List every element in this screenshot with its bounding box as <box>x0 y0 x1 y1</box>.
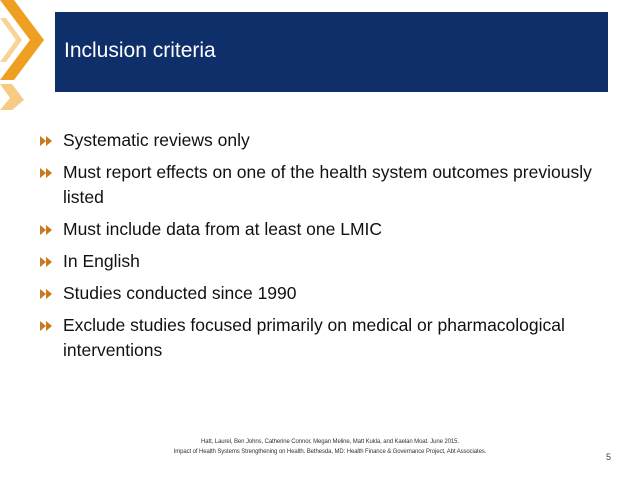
bullet-text: Must report effects on one of the health system outcomes previously listed <box>63 162 592 207</box>
double-arrow-bullet-icon <box>40 289 54 299</box>
bullet-text: Must include data from at least one LMIC <box>63 219 383 239</box>
double-arrow-bullet-icon <box>40 257 54 267</box>
double-arrow-bullet-icon <box>40 168 54 178</box>
citation-line-1: Hatt, Laurel, Ben Johns, Catherine Connor, Megan Meline, Matt Kukla, and Kaelan Moat. June 2015. <box>201 439 459 445</box>
double-arrow-bullet-icon <box>40 136 54 146</box>
bullet-item <box>40 217 600 242</box>
bullet-text: Studies conducted since 1990 <box>63 283 297 303</box>
bullet-item <box>40 160 600 210</box>
bullet-item <box>40 249 600 274</box>
double-arrow-bullet-icon <box>40 321 54 331</box>
bullet-text: In English <box>63 251 140 271</box>
page-number: 5 <box>606 452 612 462</box>
bullet-list <box>40 128 600 370</box>
citation <box>0 437 638 457</box>
bullet-item <box>40 313 600 363</box>
title-bar <box>55 12 608 92</box>
bullet-text: Systematic reviews only <box>63 130 250 150</box>
decorative-chevrons-icon <box>0 0 60 110</box>
slide-title: Inclusion criteria <box>64 39 216 62</box>
bullet-item <box>40 128 600 153</box>
citation-line-2: Impact of Health Systems Strengthening on Health. Bethesda, MD: Health Finance & Governance Project, Abt Associates. <box>173 449 487 455</box>
double-arrow-bullet-icon <box>40 225 54 235</box>
bullet-text: Exclude studies focused primarily on medical or pharmacological interventions <box>63 315 565 360</box>
bullet-item <box>40 281 600 306</box>
